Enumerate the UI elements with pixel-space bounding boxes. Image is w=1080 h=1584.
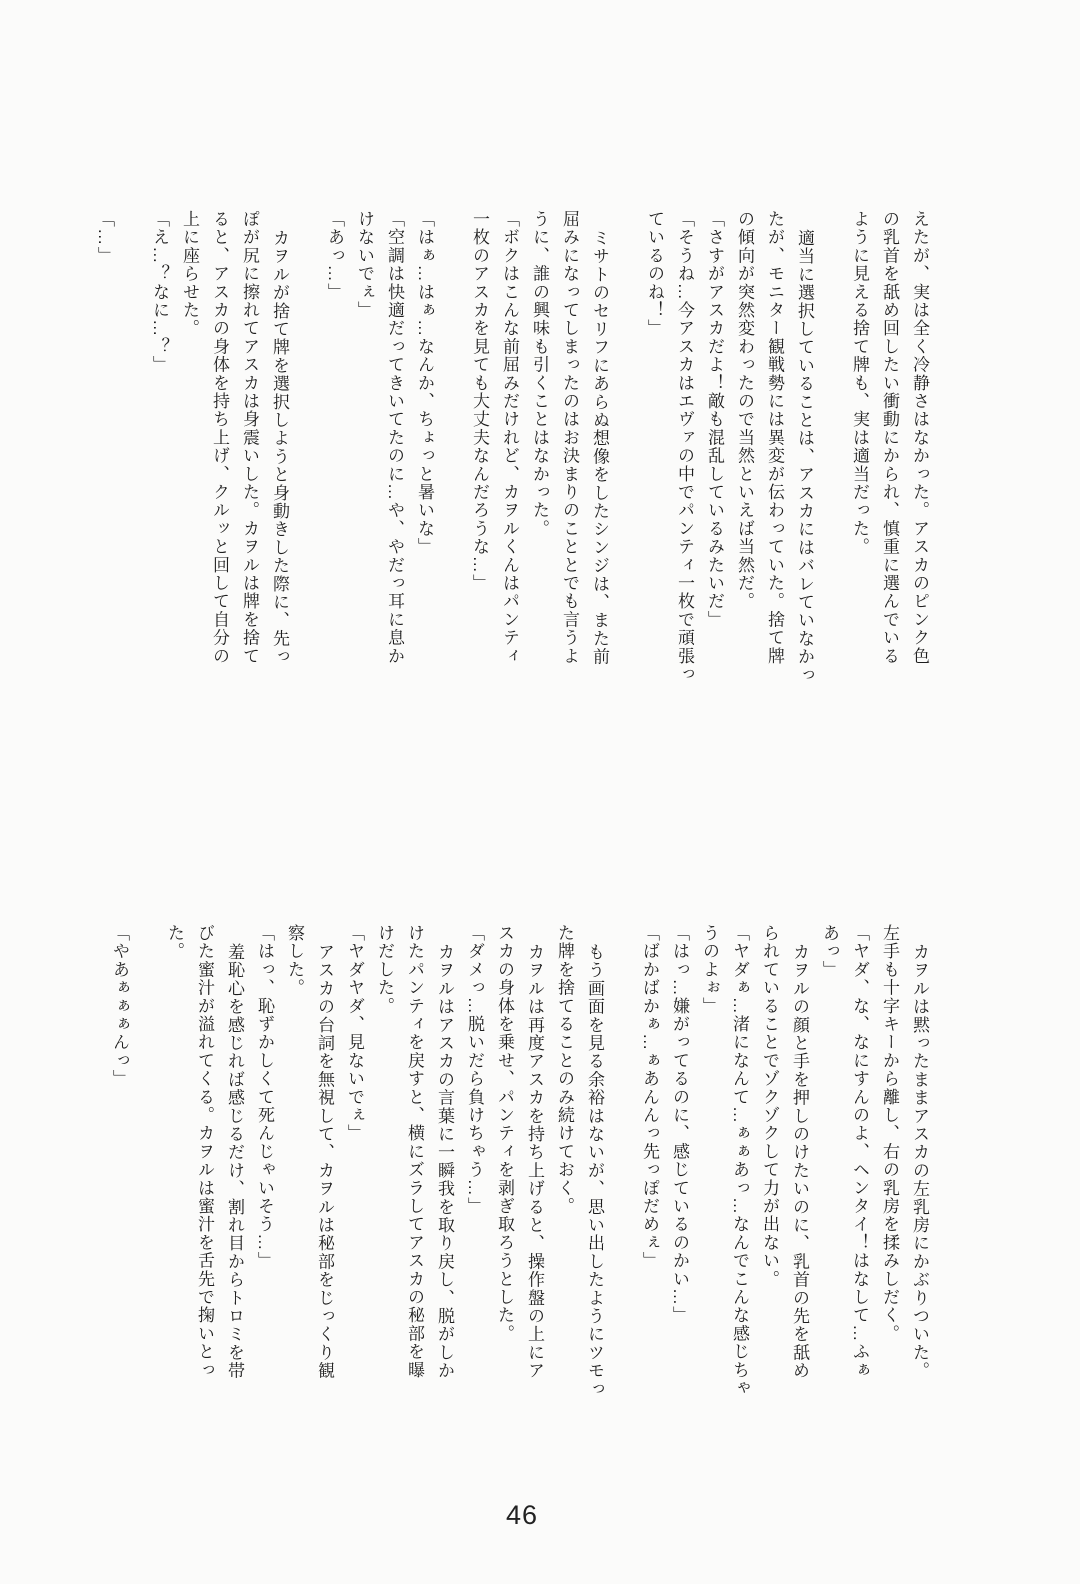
text-line: カヲルはアスカの言葉に一瞬我を取り戻し、脱がしか <box>435 943 454 1380</box>
bottom-text-block <box>104 924 934 1398</box>
text-line: 「空調は快適だってきいてたのに…や、やだっ耳に息か <box>385 210 404 665</box>
text-line: 「ボクはこんな前屈みだけれど、カヲルくんはパンティ <box>500 210 519 665</box>
text-line: もう画面を見る余裕はないが、思い出したようにツモっ <box>585 943 604 1398</box>
text-line: 「あっ…」 <box>325 210 344 301</box>
text-line: られていることでゾクゾクして力が出ない。 <box>760 924 779 1288</box>
text-line: カヲルは再度アスカを持ち上げると、操作盤の上にア <box>525 943 544 1380</box>
text-line: 適当に選択していることは、アスカにはバレていなかっ <box>795 229 814 684</box>
paragraph-group <box>639 210 819 684</box>
text-line: 羞恥心を感じれば感じるだけ、割れ目からトロミを帯 <box>225 943 244 1380</box>
text-line: 「はっ…嫌がってるのに、感じているのかい…」 <box>670 924 689 1325</box>
text-line: た。 <box>165 924 184 961</box>
text-line: びた蜜汁が溢れてくる。カヲルは蜜汁を舌先で掬いとっ <box>195 924 214 1379</box>
text-line: 上に座らせた。 <box>180 210 199 338</box>
text-line: た牌を捨てることのみ続けておく。 <box>555 924 574 1216</box>
text-line: ミサトのセリフにあらぬ想像をしたシンジは、また前 <box>590 229 609 666</box>
paragraph-group <box>159 924 609 1398</box>
top-text-block <box>89 210 934 684</box>
paragraph-group <box>144 210 294 676</box>
text-line: アスカの台詞を無視して、カヲルは秘部をじっくり観 <box>315 943 334 1380</box>
text-line: スカの身体を乗せ、パンティを剥ぎ取ろうとした。 <box>495 924 514 1343</box>
text-line: 「ばかばかぁ…ぁあんんっ先っぽだめぇ」 <box>640 924 659 1270</box>
text-line: 「え…？なに…？」 <box>150 210 169 374</box>
text-line: の乳首を舐め回したい衝動にかられ、慎重に選んでいる <box>880 210 899 665</box>
text-line: カヲルの顔と手を押しのけたいのに、乳首の先を舐め <box>790 943 809 1380</box>
text-line: ぽが尻に擦れてアスカは身震いした。カヲルは牌を捨て <box>240 210 259 665</box>
text-line: ように見える捨て牌も、実は適当だった。 <box>850 210 869 556</box>
text-line: あっ」 <box>820 924 839 979</box>
text-line: ているのね！」 <box>645 210 664 338</box>
text-line: 「はっ、恥ずかしくて死んじゃいそう…」 <box>255 924 274 1270</box>
paragraph-group <box>104 924 134 1390</box>
paragraph-group <box>634 924 934 1398</box>
text-line: うに、誰の興味も引くことはなかった。 <box>530 210 549 538</box>
paragraph-group <box>464 210 614 676</box>
text-line: の傾向が突然変わったので当然といえば当然だ。 <box>735 210 754 611</box>
text-line: えたが、実は全く冷静さはなかった。アスカのピンク色 <box>910 210 929 665</box>
paragraph-group <box>89 210 119 676</box>
page-number: 46 <box>505 1500 539 1530</box>
text-line: けたパンティを戻すと、横にズラしてアスカの秘部を曝 <box>405 924 424 1379</box>
text-line: 「ヤダヤダ、見ないでぇ」 <box>345 924 364 1143</box>
text-line: 「ヤダぁ…渚になんて…ぁぁあっ…なんでこんな感じちゃ <box>730 924 749 1398</box>
text-line: 「やあぁぁぁんっ」 <box>110 924 129 1088</box>
text-line: 一枚のアスカを見ても大丈夫なんだろうな…」 <box>470 210 489 593</box>
text-line: 「さすがアスカだよ！敵も混乱しているみたいだ」 <box>705 210 724 629</box>
text-line: 左手も十字キーから離し、右の乳房を揉みしだく。 <box>880 924 899 1343</box>
text-line: 「ダメっ…脱いだら負けちゃう…」 <box>465 924 484 1216</box>
paragraph-group <box>844 210 934 676</box>
text-line: 「そうね…今アスカはエヴァの中でパンティ一枚で頑張っ <box>675 210 694 684</box>
paragraph-group <box>319 210 439 676</box>
text-line: 屈みになってしまったのはお決まりのこととでも言うよ <box>560 210 579 665</box>
text-line: カヲルは黙ったままアスカの左乳房にかぶりついた。 <box>910 943 929 1380</box>
text-line: けだした。 <box>375 924 394 1015</box>
text-line: うのよぉ」 <box>700 924 719 1015</box>
text-line: 「…」 <box>95 210 114 265</box>
text-line: 「はぁ…はぁ…なんか、ちょっと暑いな」 <box>415 210 434 556</box>
text-line: 察した。 <box>285 924 304 997</box>
text-line: けないでぇ」 <box>355 210 374 320</box>
text-line: カヲルが捨て牌を選択しようと身動きした際に、先っ <box>270 229 289 666</box>
text-line: ると、アスカの身体を持ち上げ、クルッと回して自分の <box>210 210 229 665</box>
text-line: たが、モニター観戦勢には異変が伝わっていた。捨て牌 <box>765 210 784 665</box>
text-line: 「ヤダ、な、なにすんのよ、ヘンタイ！はなして…ふぁ <box>850 924 869 1379</box>
